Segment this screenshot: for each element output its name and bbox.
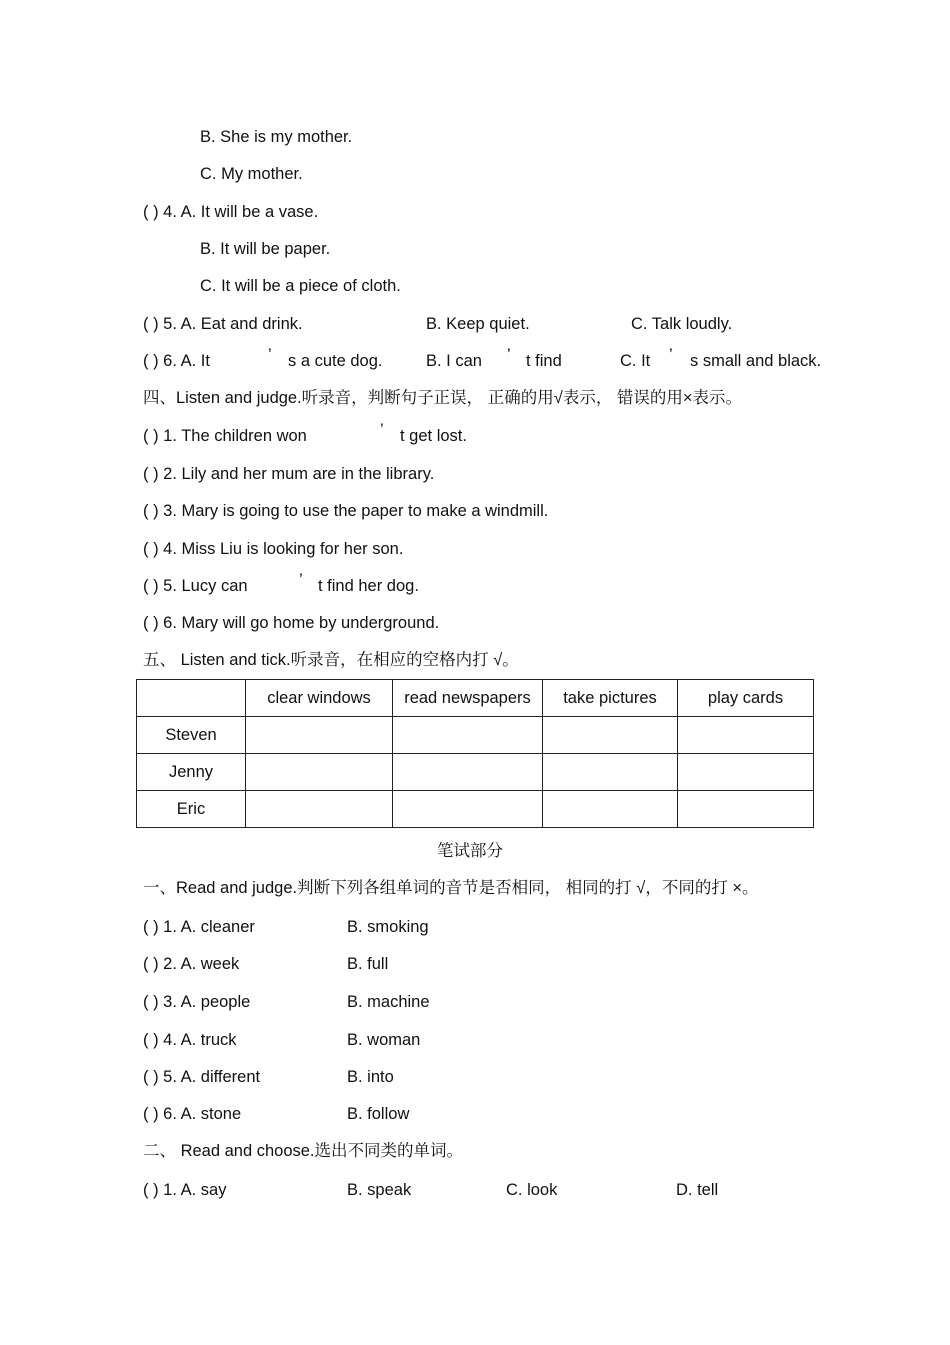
tick-cell[interactable] (393, 717, 543, 754)
judge-item: ( ) 3. Mary is going to use the paper to make a windmill. (143, 502, 549, 520)
judge-item-rest: t get lost. (400, 427, 467, 445)
word-pair-b: B. follow (347, 1105, 410, 1123)
q5-option-a: ( ) 5. A. Eat and drink. (143, 315, 303, 333)
word-pair-b: B. into (347, 1068, 394, 1086)
judge-item: ( ) 1. The children won (143, 427, 307, 445)
q5-option-c: C. Talk loudly. (631, 315, 733, 333)
table-header-cell: clear windows (246, 680, 393, 717)
q4-option-b: B. It will be paper. (200, 240, 331, 258)
apostrophe: ’ (380, 421, 384, 439)
q5-option-b: B. Keep quiet. (426, 315, 530, 333)
word-pair-a: ( ) 6. A. stone (143, 1105, 242, 1123)
tick-cell[interactable] (393, 791, 543, 828)
word-pair-a: ( ) 2. A. week (143, 955, 240, 973)
tick-cell[interactable] (678, 717, 814, 754)
judge-item: ( ) 6. Mary will go home by underground. (143, 614, 440, 632)
choose-option-b: B. speak (347, 1181, 412, 1199)
table-header-row (137, 680, 814, 717)
apostrophe: ’ (268, 346, 272, 364)
word-pair-a: ( ) 1. A. cleaner (143, 918, 255, 936)
section-title: 二、 Read and choose.选出不同类的单词。 (143, 1142, 464, 1160)
table-header-cell: take pictures (543, 680, 678, 717)
q6-option-c-rest: s small and black. (690, 352, 822, 370)
q3-option-c: C. My mother. (200, 165, 303, 183)
written-part-heading: 笔试部分 (437, 842, 503, 860)
choose-option-a: ( ) 1. A. say (143, 1181, 227, 1199)
section-title: 五、 Listen and tick.听录音，在相应的空格内打 √。 (143, 651, 519, 669)
table-header-cell (137, 680, 246, 717)
q6-option-b: B. I can (426, 352, 482, 370)
tick-cell[interactable] (246, 791, 393, 828)
q4-option-a: ( ) 4. A. It will be a vase. (143, 203, 319, 221)
word-pair-a: ( ) 5. A. different (143, 1068, 261, 1086)
tick-cell[interactable] (543, 791, 678, 828)
tick-table (136, 679, 814, 828)
q3-option-b: B. She is my mother. (200, 128, 353, 146)
apostrophe: ’ (507, 346, 511, 364)
judge-item-rest: t find her dog. (318, 577, 419, 595)
word-pair-b: B. woman (347, 1031, 421, 1049)
section-title: 一、Read and judge.判断下列各组单词的音节是否相同， 相同的打 √，不同的打 ×。 (143, 879, 759, 897)
q6-option-b-rest: t find (526, 352, 562, 370)
table-header-cell: read newspapers (393, 680, 543, 717)
choose-option-d: D. tell (676, 1181, 719, 1199)
tick-cell[interactable] (246, 717, 393, 754)
tick-cell[interactable] (543, 717, 678, 754)
word-pair-b: B. full (347, 955, 389, 973)
choose-option-c: C. look (506, 1181, 558, 1199)
judge-item: ( ) 2. Lily and her mum are in the library. (143, 465, 435, 483)
table-row (137, 754, 814, 791)
row-label: Jenny (137, 754, 246, 791)
row-label: Eric (137, 791, 246, 828)
apostrophe: ’ (669, 346, 673, 364)
tick-cell[interactable] (678, 754, 814, 791)
q4-option-c: C. It will be a piece of cloth. (200, 277, 401, 295)
section-title: 四、Listen and judge.听录音，判断句子正误， 正确的用√表示， 错误的用×表示。 (143, 389, 743, 407)
table-row (137, 791, 814, 828)
tick-cell[interactable] (678, 791, 814, 828)
row-label: Steven (137, 717, 246, 754)
tick-cell[interactable] (543, 754, 678, 791)
judge-item: ( ) 4. Miss Liu is looking for her son. (143, 540, 404, 558)
word-pair-a: ( ) 3. A. people (143, 993, 251, 1011)
word-pair-b: B. machine (347, 993, 430, 1011)
q6-option-a-rest: s a cute dog. (288, 352, 383, 370)
q6-option-a: ( ) 6. A. It (143, 352, 210, 370)
q6-option-c: C. It (620, 352, 651, 370)
tick-cell[interactable] (393, 754, 543, 791)
tick-cell[interactable] (246, 754, 393, 791)
word-pair-a: ( ) 4. A. truck (143, 1031, 237, 1049)
table-header-cell: play cards (678, 680, 814, 717)
judge-item: ( ) 5. Lucy can (143, 577, 248, 595)
apostrophe: ’ (299, 571, 303, 589)
word-pair-b: B. smoking (347, 918, 429, 936)
table-row (137, 717, 814, 754)
